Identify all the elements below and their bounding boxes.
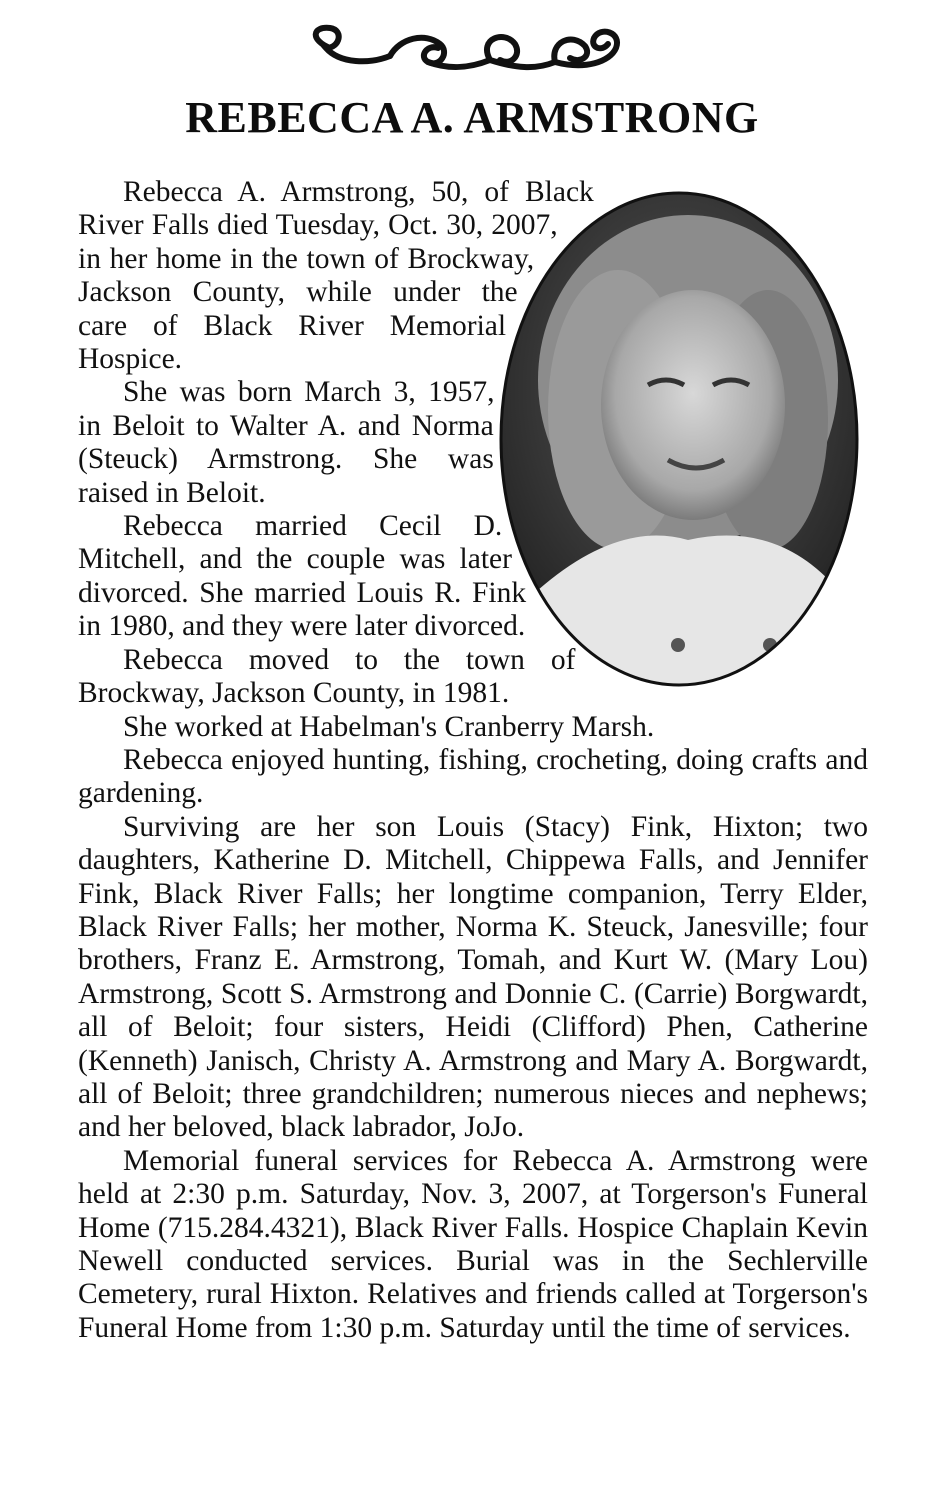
obituary-body	[78, 176, 868, 1476]
paragraph-services: Memorial funeral services for Rebecca A. Armstrong were held at 2:30 p.m. Saturday, Nov. 3, 2007, at Torgerson's Funeral Home (715.284.4321), Black River Falls. Hospice Chaplain Kevin Newell conducted services. Burial was in the Sechlerville Cemetery, rural Hixton. Relatives and friends called at Torgerson's Funeral Home from 1:30 p.m. Saturday until the time of services.	[78, 1144, 868, 1344]
paragraph-death-notice: Rebecca A. Armstrong, 50, of Black River Falls died Tuesday, Oct. 30, 2007, in her home in the town of Brockway, Jackson County, while under the care of Black River Memorial Hospice.	[78, 176, 594, 376]
paragraph-work: She worked at Habelman's Cranberry Marsh.	[123, 710, 655, 743]
paragraph-marriages: Rebecca married Cecil D. Mitchell, and the couple was later divorced. She married Louis R. Fink in 1980, and they were later divorced.	[78, 510, 527, 643]
paragraph-hobbies: Rebecca enjoyed hunting, fishing, crocheting, doing crafts and gardening.	[78, 743, 868, 810]
paragraph-birth: She was born March 3, 1957, in Beloit to Walter A. and Norma (Steuck) Armstrong. She was raised in Beloit.	[78, 376, 495, 509]
photo-frame	[484, 186, 868, 692]
paragraph-residence: Rebecca moved to the town of Brockway, Jackson County, in 1981.	[78, 643, 576, 710]
paragraph-survivors: Surviving are her son Louis (Stacy) Fink, Hixton; two daughters, Katherine D. Mitchell, Chippewa Falls, and Jennifer Fink, Black River Falls; her longtime companion, Terry Elder, Black River Falls; her mother, Norma K. Steuck, Janesville; four brothers, Franz E. Armstrong, Tomah, and Kurt W. (Mary Lou) Armstrong, Scott S. Armstrong and Donnie C. (Carrie) Borgwardt, all of Beloit; four sisters, Heidi (Clifford) Phen, Catherine (Kenneth) Janisch, Christy A. Armstrong and Mary A. Borgwardt, all of Beloit; three grandchildren; numerous nieces and nephews; and her beloved, black labrador, JoJo.	[78, 810, 868, 1144]
scroll-flourish-icon	[300, 18, 640, 82]
portrait-photo	[498, 190, 860, 688]
obituary-title: REBECCA A. ARMSTRONG	[185, 93, 759, 142]
